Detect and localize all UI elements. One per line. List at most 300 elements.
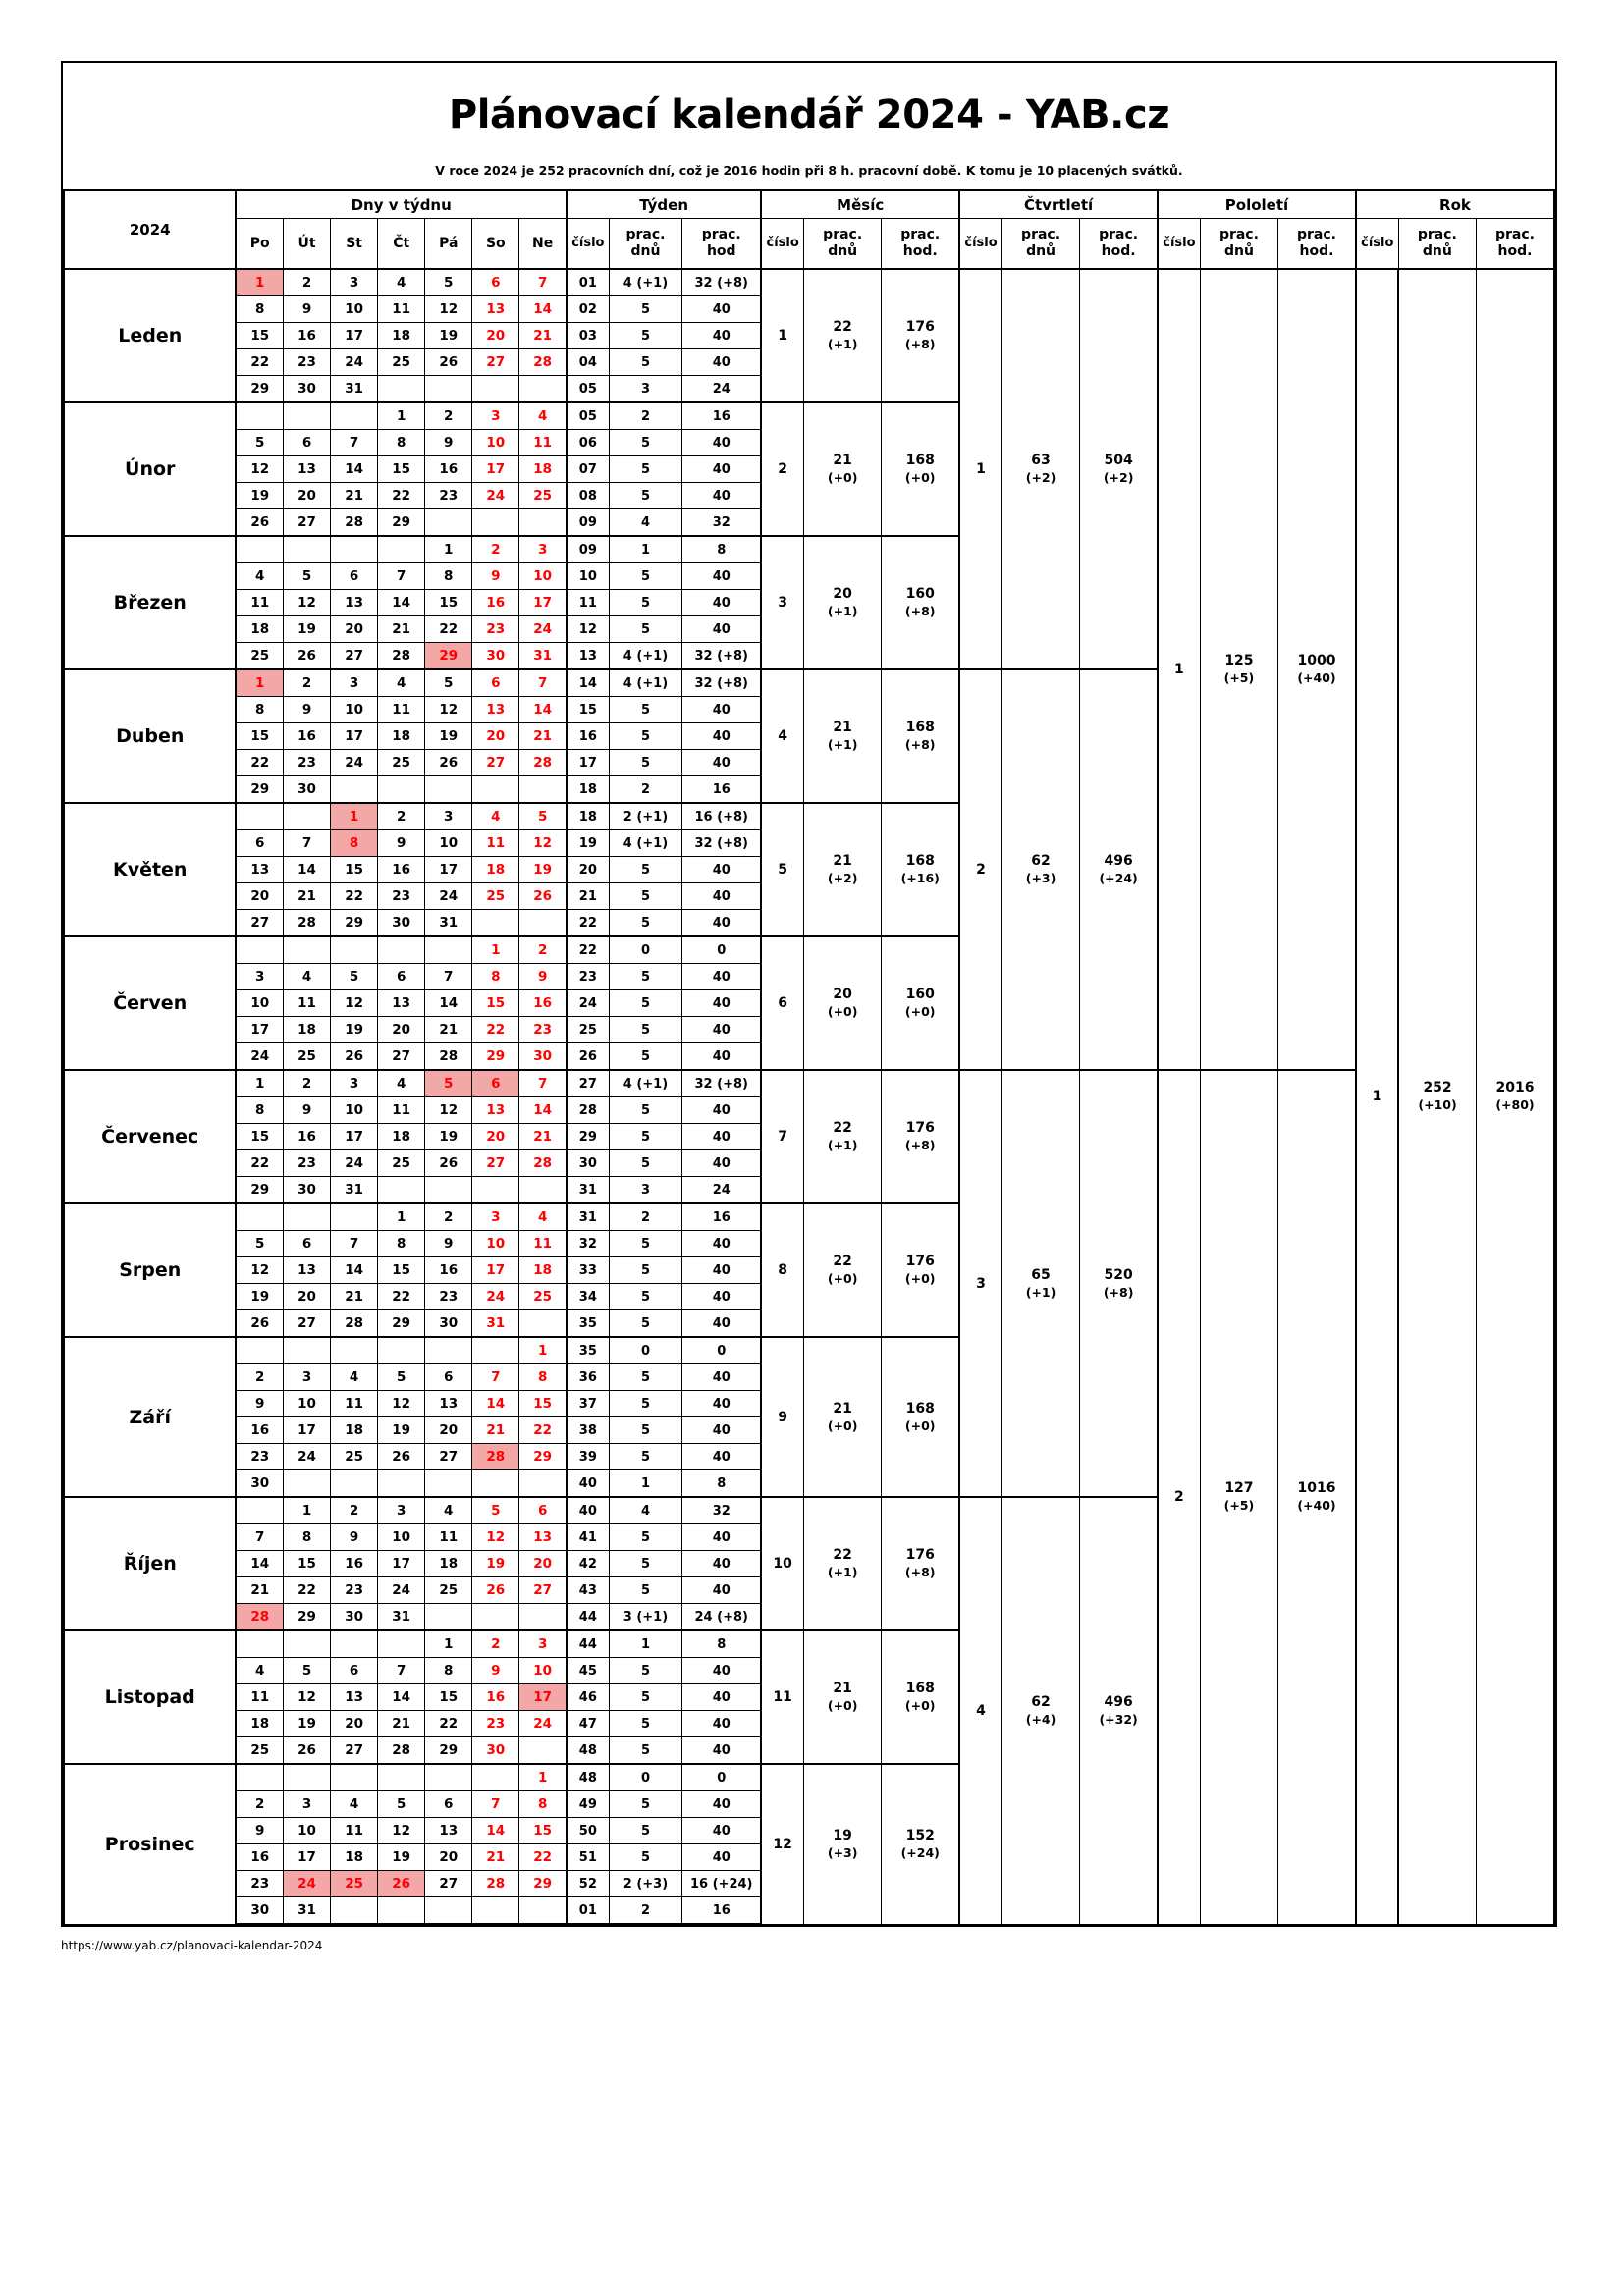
- day-cell-weekend: 24: [472, 483, 519, 509]
- month-number-cell: 11: [761, 1630, 803, 1764]
- day-cell: 6: [425, 1791, 472, 1818]
- day-cell-weekend: 10: [472, 430, 519, 456]
- day-cell-weekend: 14: [519, 697, 567, 723]
- half-workhours-cell: [1278, 1070, 1356, 1924]
- day-cell-weekend: 7: [472, 1791, 519, 1818]
- col-header-week-num: číslo: [567, 219, 609, 270]
- week-number-cell: 06: [567, 430, 609, 456]
- day-cell: 4: [236, 563, 283, 590]
- day-cell: 24: [236, 1043, 283, 1071]
- day-cell: 21: [331, 1284, 378, 1310]
- week-workdays-cell: 1: [609, 1630, 682, 1658]
- week-workdays-cell: 5: [609, 1737, 682, 1765]
- week-workdays-cell: 5: [609, 723, 682, 750]
- day-cell-weekend: 3: [519, 536, 567, 563]
- day-cell-weekend: 8: [519, 1364, 567, 1391]
- value-main: 176: [905, 1547, 935, 1564]
- day-cell: 1: [425, 1630, 472, 1658]
- day-cell-weekend: 21: [519, 323, 567, 349]
- value-delta: (+1): [1025, 1284, 1056, 1300]
- day-cell: 1: [378, 1203, 425, 1231]
- day-cell: 9: [284, 697, 331, 723]
- day-cell: 8: [378, 1231, 425, 1257]
- col-header-half-num: číslo: [1158, 219, 1200, 270]
- day-cell-weekend: 6: [519, 1497, 567, 1524]
- day-cell-empty: [472, 910, 519, 937]
- day-cell: 15: [284, 1551, 331, 1577]
- week-workdays-cell: 4 (+1): [609, 269, 682, 296]
- week-workhours-cell: 40: [682, 590, 762, 616]
- quarter-workdays-cell: [1001, 269, 1079, 669]
- week-workhours-cell: 32 (+8): [682, 269, 762, 296]
- day-cell: 1: [236, 1070, 283, 1097]
- value-main: 168: [905, 453, 935, 469]
- week-workhours-cell: 0: [682, 1337, 762, 1364]
- value-main: 22: [833, 1120, 852, 1137]
- group-header-week: Týden: [567, 190, 761, 219]
- month-number-cell: 6: [761, 936, 803, 1070]
- day-cell: 16: [331, 1551, 378, 1577]
- month-workhours-cell: [882, 936, 959, 1070]
- week-workdays-cell: 1: [609, 536, 682, 563]
- day-cell-weekend: 7: [519, 1070, 567, 1097]
- week-number-cell: 30: [567, 1150, 609, 1177]
- week-number-cell: 18: [567, 803, 609, 830]
- week-workhours-cell: 40: [682, 616, 762, 643]
- day-cell: 4: [378, 269, 425, 296]
- week-workhours-cell: 32 (+8): [682, 669, 762, 697]
- col-header-po: Po: [236, 219, 283, 270]
- day-cell-empty: [472, 509, 519, 537]
- day-cell: 11: [425, 1524, 472, 1551]
- week-workdays-cell: 3: [609, 376, 682, 403]
- day-cell-weekend: 13: [519, 1524, 567, 1551]
- value-delta: (+16): [900, 871, 940, 885]
- value-delta: (+0): [904, 470, 936, 485]
- week-workhours-cell: 40: [682, 990, 762, 1017]
- week-workdays-cell: 5: [609, 1257, 682, 1284]
- day-cell-weekend: 14: [472, 1818, 519, 1844]
- week-number-cell: 37: [567, 1391, 609, 1417]
- day-cell: 29: [378, 1310, 425, 1338]
- day-cell: 3: [284, 1791, 331, 1818]
- day-cell: 17: [378, 1551, 425, 1577]
- day-cell: 25: [331, 1444, 378, 1470]
- week-workdays-cell: 5: [609, 1551, 682, 1577]
- calendar-body: [64, 269, 1554, 1924]
- week-workhours-cell: 40: [682, 883, 762, 910]
- day-cell: 28: [284, 910, 331, 937]
- day-cell: 16: [425, 456, 472, 483]
- week-workhours-cell: 40: [682, 1043, 762, 1071]
- day-cell: 26: [236, 1310, 283, 1338]
- day-cell: 2: [236, 1364, 283, 1391]
- week-workhours-cell: 40: [682, 430, 762, 456]
- day-cell: 2: [331, 1497, 378, 1524]
- day-cell: 18: [236, 1711, 283, 1737]
- day-cell: 29: [236, 376, 283, 403]
- week-workdays-cell: 5: [609, 1284, 682, 1310]
- day-cell-empty: [331, 1470, 378, 1498]
- week-workhours-cell: 40: [682, 1150, 762, 1177]
- day-cell: 22: [284, 1577, 331, 1604]
- day-cell: 6: [378, 964, 425, 990]
- day-cell: 15: [236, 323, 283, 349]
- calendar-week-row: [64, 269, 1554, 296]
- week-workdays-cell: 5: [609, 456, 682, 483]
- week-workdays-cell: 3: [609, 1177, 682, 1204]
- day-cell: 5: [284, 563, 331, 590]
- day-cell-empty: [378, 776, 425, 804]
- group-header-month: Měsíc: [761, 190, 959, 219]
- value-delta: (+24): [900, 1844, 940, 1860]
- week-workhours-cell: 0: [682, 936, 762, 964]
- day-cell-empty: [425, 1764, 472, 1791]
- day-cell: 15: [425, 590, 472, 616]
- week-number-cell: 50: [567, 1818, 609, 1844]
- day-cell-weekend: 16: [472, 1684, 519, 1711]
- day-cell: 24: [378, 1577, 425, 1604]
- week-number-cell: 48: [567, 1737, 609, 1765]
- day-cell: 11: [236, 590, 283, 616]
- day-cell: 28: [331, 509, 378, 537]
- day-cell: 25: [378, 1150, 425, 1177]
- week-workdays-cell: 1: [609, 1470, 682, 1498]
- week-workdays-cell: 5: [609, 430, 682, 456]
- day-cell: 13: [425, 1391, 472, 1417]
- day-cell-empty: [472, 776, 519, 804]
- day-cell: 29: [284, 1604, 331, 1631]
- day-cell: 20: [425, 1417, 472, 1444]
- value-main: 22: [833, 1254, 852, 1270]
- day-cell: 22: [331, 883, 378, 910]
- col-header-year-num: číslo: [1356, 219, 1398, 270]
- day-cell: 23: [331, 1577, 378, 1604]
- value-delta: (+8): [904, 337, 936, 351]
- year-number-cell: 1: [1356, 269, 1398, 1924]
- week-workdays-cell: 4 (+1): [609, 643, 682, 670]
- week-workdays-cell: 2: [609, 402, 682, 430]
- day-cell-weekend: 22: [472, 1017, 519, 1043]
- day-cell-empty: [331, 1203, 378, 1231]
- day-cell: 22: [236, 1150, 283, 1177]
- day-cell: 9: [236, 1391, 283, 1417]
- day-cell: 6: [236, 830, 283, 857]
- month-workdays-cell: [804, 1630, 882, 1764]
- day-cell-weekend: 21: [519, 1124, 567, 1150]
- calendar-table: [63, 189, 1555, 1925]
- day-cell: 31: [331, 1177, 378, 1204]
- day-cell-holiday: 1: [236, 269, 283, 296]
- day-cell-empty: [236, 1497, 283, 1524]
- week-workdays-cell: 2: [609, 1897, 682, 1925]
- day-cell: 14: [284, 857, 331, 883]
- week-workhours-cell: 40: [682, 1310, 762, 1338]
- day-cell: 15: [378, 456, 425, 483]
- day-cell-weekend: 1: [519, 1337, 567, 1364]
- day-cell-holiday: 8: [331, 830, 378, 857]
- week-workhours-cell: 16: [682, 1897, 762, 1925]
- month-name-cell: Prosinec: [64, 1764, 236, 1924]
- value-delta: (+8): [904, 1138, 936, 1152]
- value-delta: (+2): [1025, 470, 1056, 485]
- value-main: 63: [1031, 453, 1051, 469]
- month-name-cell: Duben: [64, 669, 236, 803]
- day-cell: 9: [378, 830, 425, 857]
- week-number-cell: 24: [567, 990, 609, 1017]
- day-cell: 24: [331, 1150, 378, 1177]
- week-workhours-cell: 40: [682, 1711, 762, 1737]
- day-cell: 26: [236, 509, 283, 537]
- label-line2: dnů: [828, 243, 858, 259]
- quarter-workdays-cell: [1001, 1497, 1079, 1924]
- month-name-cell: Únor: [64, 402, 236, 536]
- week-workhours-cell: 40: [682, 1684, 762, 1711]
- week-workdays-cell: 5: [609, 1658, 682, 1684]
- year-workhours-cell: [1476, 269, 1554, 1924]
- month-workhours-cell: [882, 1203, 959, 1337]
- day-cell: 13: [331, 590, 378, 616]
- day-cell: 24: [284, 1444, 331, 1470]
- week-number-cell: 19: [567, 830, 609, 857]
- day-cell: 6: [284, 430, 331, 456]
- value-delta: (+40): [1297, 1498, 1336, 1514]
- week-workhours-cell: 40: [682, 1017, 762, 1043]
- day-cell-empty: [331, 936, 378, 964]
- day-cell-weekend: 8: [472, 964, 519, 990]
- header-subcolumn-row: [64, 219, 1554, 270]
- col-header-half-days: [1200, 219, 1277, 270]
- day-cell-weekend: 28: [519, 349, 567, 376]
- day-cell-empty: [425, 776, 472, 804]
- day-cell-weekend: 22: [519, 1417, 567, 1444]
- week-number-cell: 22: [567, 936, 609, 964]
- value-delta: (+80): [1495, 1097, 1535, 1113]
- day-cell-weekend: 30: [472, 643, 519, 670]
- day-cell: 4: [284, 964, 331, 990]
- week-number-cell: 35: [567, 1310, 609, 1338]
- day-cell-weekend: 3: [519, 1630, 567, 1658]
- value-main: 168: [905, 720, 935, 736]
- week-workdays-cell: 5: [609, 883, 682, 910]
- week-number-cell: 21: [567, 883, 609, 910]
- value-delta: (+0): [827, 1698, 858, 1713]
- week-number-cell: 07: [567, 456, 609, 483]
- value-delta: (+0): [827, 1271, 858, 1286]
- day-cell-weekend: 23: [519, 1017, 567, 1043]
- quarter-workhours-cell: [1080, 1070, 1158, 1497]
- week-workhours-cell: 40: [682, 456, 762, 483]
- week-workdays-cell: 2: [609, 776, 682, 804]
- day-cell-weekend: 24: [519, 1711, 567, 1737]
- label-line2: dnů: [1026, 243, 1056, 259]
- half-number-cell: 2: [1158, 1070, 1200, 1924]
- day-cell: 4: [378, 1070, 425, 1097]
- quarter-workdays-cell: [1001, 1070, 1079, 1497]
- day-cell: 24: [331, 349, 378, 376]
- day-cell-weekend: 23: [472, 1711, 519, 1737]
- value-delta: (+5): [1223, 1498, 1255, 1514]
- day-cell: 26: [425, 1150, 472, 1177]
- week-workhours-cell: 16: [682, 1203, 762, 1231]
- day-cell: 7: [378, 563, 425, 590]
- day-cell: 19: [378, 1844, 425, 1871]
- half-workdays-cell: [1200, 269, 1277, 1070]
- value-delta: (+10): [1418, 1097, 1457, 1113]
- week-number-cell: 01: [567, 1897, 609, 1925]
- week-number-cell: 33: [567, 1257, 609, 1284]
- week-number-cell: 42: [567, 1551, 609, 1577]
- week-workhours-cell: 16 (+8): [682, 803, 762, 830]
- week-workdays-cell: 4: [609, 509, 682, 537]
- col-header-year-hours: [1476, 219, 1554, 270]
- value-main: 2016: [1495, 1080, 1535, 1096]
- day-cell: 2: [284, 669, 331, 697]
- day-cell: 17: [284, 1844, 331, 1871]
- day-cell-weekend: 21: [472, 1844, 519, 1871]
- week-workdays-cell: 5: [609, 750, 682, 776]
- week-number-cell: 05: [567, 376, 609, 403]
- day-cell: 11: [378, 697, 425, 723]
- day-cell-weekend: 18: [472, 857, 519, 883]
- week-workhours-cell: 40: [682, 1791, 762, 1818]
- day-cell-empty: [378, 1897, 425, 1925]
- week-workhours-cell: 0: [682, 1764, 762, 1791]
- value-main: 520: [1104, 1266, 1133, 1283]
- day-cell: 6: [284, 1231, 331, 1257]
- source-url[interactable]: https://www.yab.cz/planovaci-kalendar-2024: [61, 1939, 323, 1952]
- day-cell-empty: [519, 910, 567, 937]
- week-workhours-cell: 40: [682, 1097, 762, 1124]
- week-number-cell: 08: [567, 483, 609, 509]
- month-name-cell: Listopad: [64, 1630, 236, 1764]
- week-number-cell: 26: [567, 1043, 609, 1071]
- day-cell-weekend: 5: [472, 1497, 519, 1524]
- day-cell-weekend: 9: [472, 563, 519, 590]
- day-cell-holiday: 29: [425, 643, 472, 670]
- day-cell: 12: [378, 1818, 425, 1844]
- week-number-cell: 09: [567, 536, 609, 563]
- week-workhours-cell: 8: [682, 1630, 762, 1658]
- day-cell: 18: [378, 1124, 425, 1150]
- day-cell: 12: [425, 296, 472, 323]
- day-cell: 8: [284, 1524, 331, 1551]
- day-cell-empty: [236, 402, 283, 430]
- week-workdays-cell: 5: [609, 1231, 682, 1257]
- value-delta: (+40): [1297, 670, 1336, 685]
- month-number-cell: 10: [761, 1497, 803, 1630]
- day-cell-weekend: 14: [519, 1097, 567, 1124]
- day-cell-empty: [425, 509, 472, 537]
- day-cell-weekend: 17: [472, 456, 519, 483]
- week-number-cell: 15: [567, 697, 609, 723]
- day-cell: 7: [236, 1524, 283, 1551]
- day-cell-weekend: 18: [519, 456, 567, 483]
- day-cell: 30: [284, 1177, 331, 1204]
- value-delta: (+1): [827, 737, 858, 752]
- week-workdays-cell: 0: [609, 936, 682, 964]
- week-workhours-cell: 8: [682, 1470, 762, 1498]
- month-workdays-cell: [804, 1070, 882, 1203]
- day-cell-weekend: 21: [519, 723, 567, 750]
- day-cell: 2: [284, 1070, 331, 1097]
- day-cell: 18: [425, 1551, 472, 1577]
- day-cell-weekend: 14: [519, 296, 567, 323]
- day-cell-empty: [425, 1177, 472, 1204]
- day-cell: 8: [236, 697, 283, 723]
- month-name-cell: Říjen: [64, 1497, 236, 1630]
- group-header-quarter: Čtvrtletí: [959, 190, 1158, 219]
- day-cell: 20: [425, 1844, 472, 1871]
- day-cell-weekend: 24: [519, 616, 567, 643]
- col-header-ut: Út: [284, 219, 331, 270]
- week-number-cell: 14: [567, 669, 609, 697]
- value-delta: (+1): [827, 337, 858, 351]
- day-cell: 16: [284, 1124, 331, 1150]
- day-cell: 19: [284, 616, 331, 643]
- day-cell: 22: [378, 1284, 425, 1310]
- month-workdays-cell: [804, 936, 882, 1070]
- week-workhours-cell: 40: [682, 964, 762, 990]
- day-cell: 21: [378, 616, 425, 643]
- day-cell: 14: [378, 590, 425, 616]
- day-cell-weekend: 25: [472, 883, 519, 910]
- day-cell-empty: [284, 402, 331, 430]
- month-workdays-cell: [804, 1337, 882, 1497]
- day-cell: 15: [236, 1124, 283, 1150]
- day-cell: 23: [425, 1284, 472, 1310]
- day-cell-empty: [331, 402, 378, 430]
- day-cell-weekend: 11: [472, 830, 519, 857]
- label-line2: hod.: [1497, 243, 1533, 259]
- day-cell-empty: [519, 1310, 567, 1338]
- day-cell: 27: [425, 1871, 472, 1897]
- value-main: 19: [833, 1827, 852, 1843]
- week-number-cell: 22: [567, 910, 609, 937]
- day-cell: 3: [425, 803, 472, 830]
- day-cell: 24: [331, 750, 378, 776]
- day-cell: 13: [331, 1684, 378, 1711]
- value-main: 22: [833, 1547, 852, 1564]
- day-cell-empty: [472, 1897, 519, 1925]
- month-name-cell: Březen: [64, 536, 236, 669]
- week-workdays-cell: 5: [609, 483, 682, 509]
- day-cell-weekend: 13: [472, 697, 519, 723]
- value-main: 168: [905, 853, 935, 870]
- day-cell-weekend: 20: [472, 323, 519, 349]
- week-workdays-cell: 5: [609, 990, 682, 1017]
- value-main: 21: [833, 1400, 852, 1416]
- day-cell-holiday: 1: [236, 669, 283, 697]
- week-number-cell: 01: [567, 269, 609, 296]
- day-cell-empty: [519, 509, 567, 537]
- day-cell: 29: [236, 776, 283, 804]
- value-delta: (+24): [1099, 871, 1138, 885]
- day-cell-weekend: 27: [519, 1577, 567, 1604]
- week-number-cell: 03: [567, 323, 609, 349]
- day-cell-weekend: 13: [472, 1097, 519, 1124]
- day-cell: 14: [236, 1551, 283, 1577]
- week-workhours-cell: 40: [682, 349, 762, 376]
- week-number-cell: 43: [567, 1577, 609, 1604]
- day-cell: 16: [425, 1257, 472, 1284]
- col-header-so: So: [472, 219, 519, 270]
- day-cell: 15: [331, 857, 378, 883]
- day-cell: 3: [331, 1070, 378, 1097]
- value-delta: (+8): [904, 604, 936, 618]
- day-cell: 27: [378, 1043, 425, 1071]
- day-cell-weekend: 16: [519, 990, 567, 1017]
